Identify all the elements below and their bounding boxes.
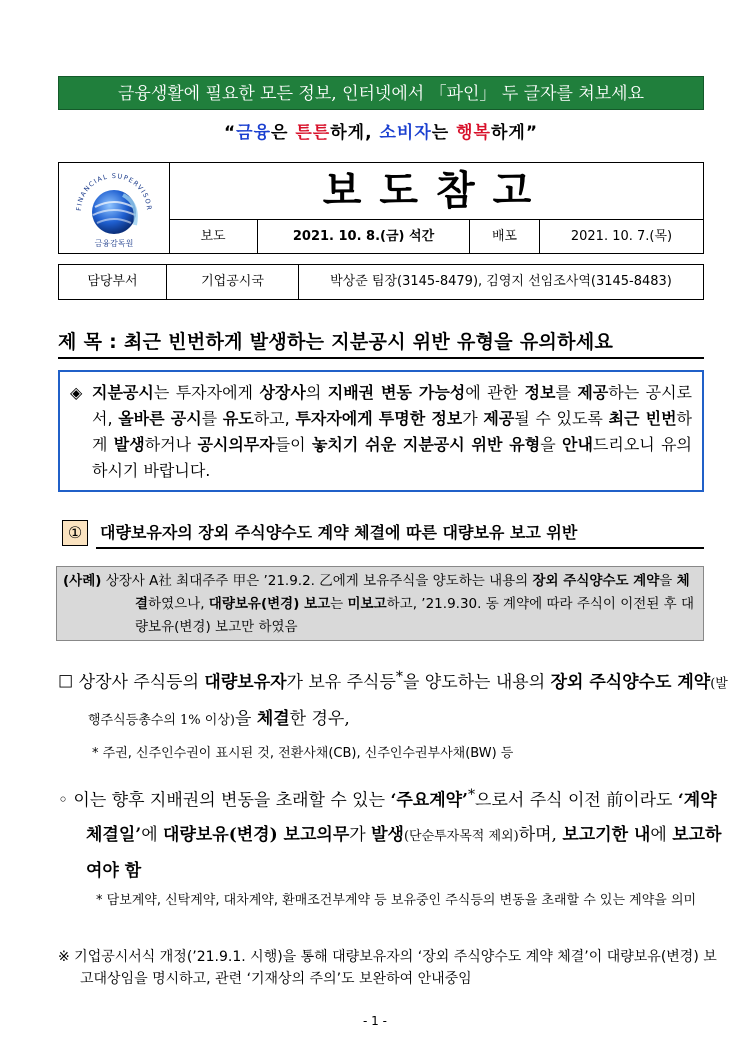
slogan-part: 는 (431, 123, 457, 143)
para-text: 대량보유자 (204, 672, 287, 693)
paragraph-2 (58, 778, 726, 888)
slogan-word-consumer: 소비자 (379, 123, 432, 143)
slogan-quote-open: “ (223, 123, 237, 143)
summary-text: 에 관한 (465, 383, 525, 402)
para-text: ‘주요계약’ (390, 790, 468, 811)
para-text: 에 (141, 824, 164, 845)
logo-ring-text: FINANCIAL SUPERVISOR (74, 171, 154, 212)
slogan-word-strong: 튼튼 (295, 123, 331, 143)
subject-title: 제 목 : 최근 빈번하게 발생하는 지분공시 위반 유형을 유의하세요 (58, 331, 614, 353)
slogan-word-finance: 금융 (236, 123, 272, 143)
summary-text: 를 (555, 383, 578, 402)
slogan-part: 하게 (490, 123, 526, 143)
case-text: 을 (659, 573, 677, 589)
summary-text: 드리오니 유의하시기 바랍니다. (92, 435, 692, 480)
para-text: ‘계약 체결일’ (86, 790, 717, 845)
fss-logo-icon (59, 163, 169, 253)
para-text: 가 보유 주식등 (286, 672, 396, 693)
para-text: 한 경우, (289, 708, 350, 729)
summary-text: 하는 공시로서, (92, 383, 692, 428)
summary-text: 제공 (577, 383, 609, 402)
distribute-value: 2021. 10. 7.(목) (539, 220, 703, 253)
checkbox-bullet-icon: ☐ (58, 672, 74, 693)
case-text: 체결 (135, 573, 690, 612)
summary-text: 가 (462, 409, 484, 428)
summary-box (58, 370, 704, 492)
summary-text: 지분공시 (92, 383, 154, 402)
subject-underline (58, 357, 704, 359)
para-text: 하며, (518, 824, 563, 845)
summary-text: 들이 (274, 435, 312, 454)
para-text: 상장사 주식등의 (73, 672, 205, 693)
para-text: 으로서 주식 이전 前이라도 (475, 790, 678, 811)
summary-text: 공시의무자 (197, 435, 275, 454)
diamond-bullet-icon: ◈ (70, 383, 83, 402)
summary-text: 최근 빈번 (608, 409, 677, 428)
summary-text: 상장사 (259, 383, 306, 402)
para-text: 발생 (371, 824, 404, 845)
release-value: 2021. 10. 8.(금) 석간 (257, 220, 469, 253)
summary-text: 지배권 변동 가능성 (327, 383, 466, 402)
slogan-part: 은 (271, 123, 296, 143)
footnote-mark: * (395, 669, 403, 685)
summary-text: 발생 (113, 435, 145, 454)
summary-text: 는 투자자에게 (153, 383, 260, 402)
slogan-word-happy: 행복 (456, 123, 491, 143)
top-banner: 금융생활에 필요한 모든 정보, 인터넷에서 「파인」 두 글자를 쳐보세요 (58, 76, 704, 110)
summary-text: 놓치기 쉬운 지분공시 위반 유형 (311, 435, 541, 454)
slogan (58, 118, 704, 143)
case-text: 대량보유(변경) 보고 (208, 596, 331, 612)
release-label: 보도 (200, 229, 226, 244)
summary-text: 정보 (524, 383, 556, 402)
summary-text: 의 (305, 383, 328, 402)
section-number: ① (62, 520, 88, 546)
section-title: 대량보유자의 장외 주식양수도 계약 체결에 따른 대량보유 보고 위반 (100, 523, 578, 542)
page-number: - 1 - (363, 1014, 387, 1028)
summary-text: 하게 (92, 409, 693, 454)
summary-text: 제공 (483, 409, 515, 428)
press-title: 보도참고 (169, 163, 703, 220)
summary-text: 를 (201, 409, 223, 428)
logo-korean-text: 금융감독원 (94, 239, 134, 248)
case-example-box (56, 566, 704, 641)
dept-label: 담당부서 (59, 265, 167, 299)
summary-text: 하고, (253, 409, 296, 428)
para-text: 가 (349, 824, 372, 845)
para-text: 장외 주식양수도 계약 (550, 672, 711, 693)
press-header-table (58, 162, 704, 254)
footnote-mark: * (467, 787, 476, 803)
para-text: 체결 (256, 708, 290, 729)
slogan-quote-close: ” (525, 123, 538, 143)
summary-text: 투자자에게 투명한 정보 (295, 409, 463, 428)
department-table (58, 264, 704, 300)
slogan-part: 하게, (330, 123, 380, 143)
summary-text: 을 (540, 435, 562, 454)
para-text: 보고하여야 함 (86, 824, 722, 881)
footnote-2: * 담보계약, 신탁계약, 대차계약, 환매조건부계약 등 보유중인 주식등의 변동을 초래할 수 있는 계약을 의미 (96, 893, 697, 908)
case-text: 는 (330, 596, 348, 612)
fss-logo-cell (59, 163, 170, 253)
para-text: (발행주식등총수의 1% 이상) (88, 676, 728, 728)
case-text: 하고, ’21.9.30. 동 계약에 따라 주식이 이전된 후 대량보유(변경) 보고만 하였음 (135, 596, 695, 635)
summary-text: 될 수 있도록 (514, 409, 609, 428)
reference-note: ※ 기업공시서식 개정(’21.9.1. 시행)을 통해 대량보유자의 ‘장외 주식양수도 계약 체결’이 대량보유(변경) 보고대상임을 명시하고, 관련 ‘기재상의 주의’도 보완하여 안내중임 (58, 949, 717, 987)
para-text: 을 (234, 708, 257, 729)
para-text: 대량보유(변경) 보고의무 (163, 824, 350, 845)
case-label: (사례) (63, 573, 102, 589)
para-text: 이는 향후 지배권의 변동을 초래할 수 있는 (68, 790, 391, 811)
paragraph-1 (58, 660, 728, 738)
para-text: 을 양도하는 내용의 (402, 672, 551, 693)
dept-name: 기업공시국 (167, 265, 299, 299)
summary-text: 하거나 (144, 435, 198, 454)
summary-text: 안내 (561, 435, 593, 454)
summary-text: 올바른 공시 (118, 409, 202, 428)
para-text: (단순투자목적 제외) (403, 828, 519, 844)
para-text: 에 (650, 824, 673, 845)
case-text: 하였으나, (148, 596, 209, 612)
distribute-label: 배포 (469, 220, 539, 253)
footnote-1: * 주권, 신주인수권이 표시된 것, 전환사채(CB), 신주인수권부사채(BW) 등 (92, 746, 514, 761)
summary-text: 유도 (222, 409, 254, 428)
dept-contact: 박상준 팀장(3145-8479), 김영지 선임조사역(3145-8483) (330, 274, 672, 289)
section-underline (96, 547, 704, 549)
case-text: 미보고 (347, 596, 387, 612)
circle-bullet-icon: ◦ (58, 790, 69, 811)
case-text: 장외 주식양수도 계약 (532, 573, 660, 589)
case-text: 상장사 A社 최대주주 甲은 ’21.9.2. 乙에게 보유주식을 양도하는 내용의 (101, 573, 533, 589)
para-text: 보고기한 내 (562, 824, 651, 845)
